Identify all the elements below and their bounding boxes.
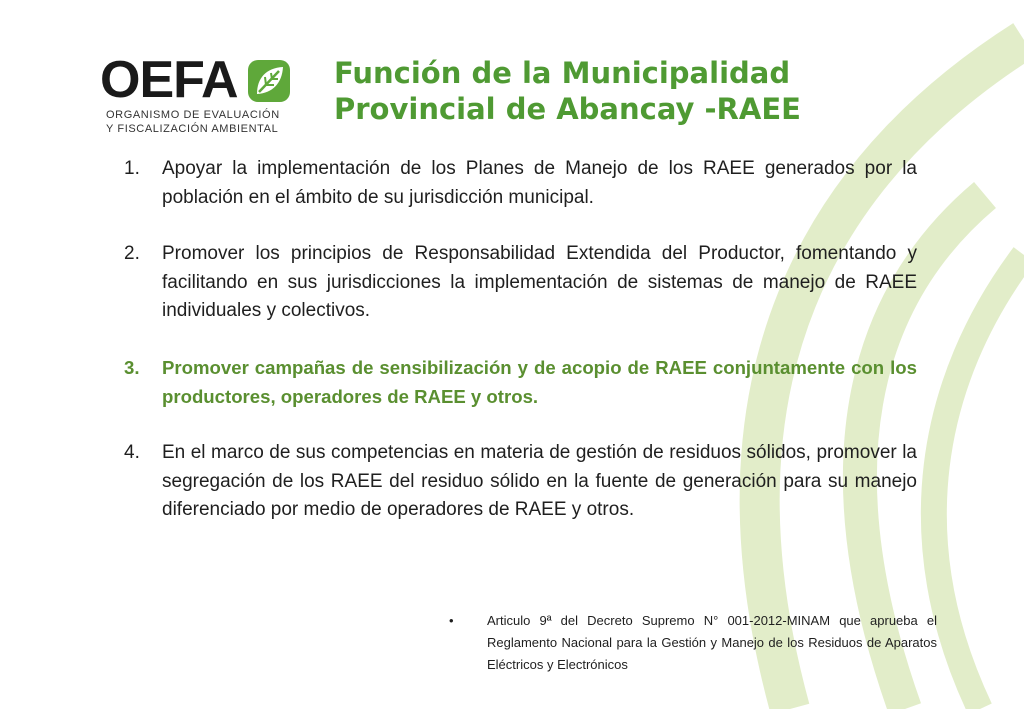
reference-bullet: • [449, 613, 454, 628]
oefa-logo [100, 51, 296, 140]
logo-subtitle-line1: ORGANISMO DE EVALUACIÓN [106, 109, 280, 121]
list-item-text: Promover campañas de sensibilización y de acopio de RAEE conjuntamente con los productores, operadores de RAEE y otros. [162, 356, 917, 407]
logo-subtitle [106, 108, 280, 136]
list-item-number: 1. [124, 158, 140, 179]
list-item-number: 3. [124, 356, 140, 378]
page-title-line2: Provincial de Abancay -RAEE [334, 92, 801, 126]
functions-list [122, 155, 917, 553]
legal-reference [449, 610, 937, 676]
page-title-line1: Función de la Municipalidad [334, 56, 791, 90]
list-item-4 [122, 439, 917, 525]
list-item-text: Promover los principios de Responsabilidad Extendida del Productor, fomentando y facilitando en sus jurisdicciones la implementación de sistemas de manejo de RAEE individuales y colectivos. [162, 243, 917, 322]
leaf-icon [246, 58, 292, 104]
list-item-text: En el marco de sus competencias en materia de gestión de residuos sólidos, promover la segregación de los RAEE del residuo sólido en la fuente de generación para su manejo diferenciado por medio de operadores de RAEE y otros. [162, 442, 917, 521]
page-title [334, 55, 801, 127]
reference-text: Articulo 9ª del Decreto Supremo N° 001-2012-MINAM que aprueba el Reglamento Nacional para la Gestión y Manejo de los Residuos de Aparatos Eléctricos y Electrónicos [487, 613, 937, 672]
decor-leaf-vein [934, 255, 1024, 709]
list-item-number: 4. [124, 442, 140, 464]
list-item-2 [122, 240, 917, 326]
list-item-text: Apoyar la implementación de los Planes de Manejo de los RAEE generados por la población en el ámbito de su jurisdicción municipal. [162, 158, 917, 208]
list-item-1 [122, 155, 917, 212]
list-item-3-highlighted [122, 354, 917, 411]
list-item-number: 2. [124, 243, 140, 265]
logo-subtitle-line2: Y FISCALIZACIÓN AMBIENTAL [106, 123, 279, 135]
logo-wordmark: OEFA [100, 51, 238, 109]
